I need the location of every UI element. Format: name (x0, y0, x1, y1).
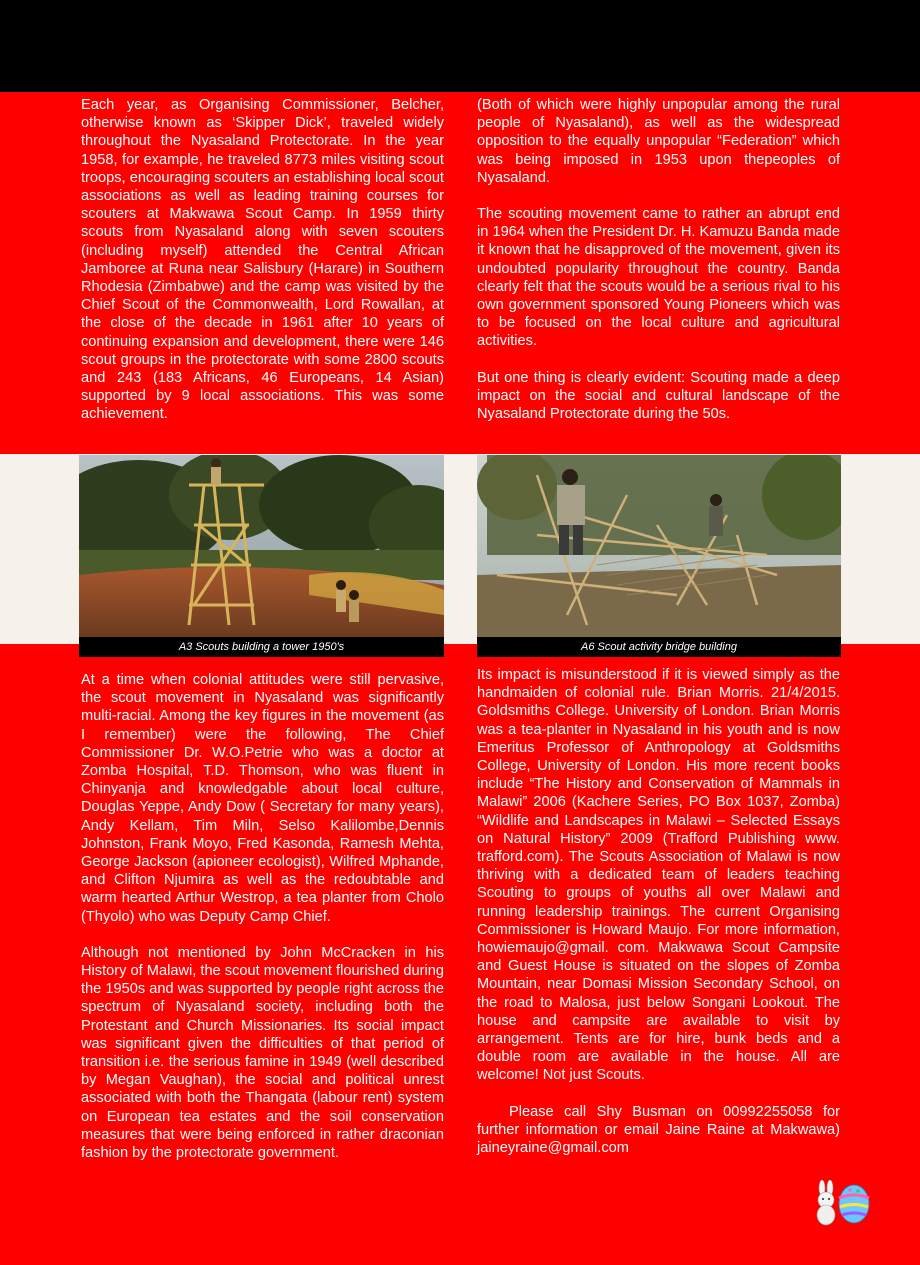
photo-bridge-building (477, 455, 841, 657)
photo-scouts-tower (79, 455, 444, 657)
easter-bunny-egg-icon (808, 1180, 872, 1226)
right-bottom-column (477, 666, 840, 1157)
paragraph: At a time when colonial attitudes were still pervasive, the scout movement in Nyasaland was significantly multi-racial. Among the key figures in the movement (as I remember) were the following, The Chief Commissioner Dr. W.O.Petrie who was a doctor at Zomba Hospital, T.D. Thomson, who was fluent in Chinyanja and knowledgable about local culture, Douglas Yeppe, Andy Dow ( Secretary for many years), Andy Kellam, Tim Miln, Selso Kalilombe,Dennis Johnston, Frank Moyo, Fred Kasonda, Ramesh Mehta, George Jackson (apioneer ecologist), Wilfred Mphande, and Clifton Njumira as well as the redoubtable and warm hearted Arthur Westrop, a tea planter from Cholo (Thyolo) who was Deputy Camp Chief. (81, 672, 444, 925)
tower-photo-image (79, 455, 444, 637)
paragraph: Each year, as Organising Commissioner, Belcher, otherwise known as ‘Skipper Dick’, traveled widely throughout the Nyasaland Protectorate. In the year 1958, for example, he traveled 8773 miles visiting scout troops, encouraging scouters an establishing local scout associations as well as leading training courses for scouters at Makwawa Scout Camp. In 1959 thirty scouts from Nyasaland along with seven scouters (including myself) attended the Central African Jamboree at Runa near Salisbury (Harare) in Southern Rhodesia (Zimbabwe) and the camp was visited by the Chief Scout of the Commonwealth, Lord Rowallan, at the close of the decade in 1961 after 10 years of continuing expansion and development, there were 146 scout groups in the protectorate with some 2800 scouts and 243 (183 Africans, 46 Europeans, 14 Asian) supported by 9 local associations. This was some achievement. (81, 97, 444, 423)
bridge-photo-image (477, 455, 841, 637)
right-top-column (477, 96, 840, 423)
paragraph: But one thing is clearly evident: Scouting made a deep impact on the social and cultural landscape of the Nyasaland Protectorate during the 50s. (477, 369, 840, 423)
paragraph: Although not mentioned by John McCracken in his History of Malawi, the scout movement flourished during the 1950s and was supported by people right across the spectrum of Nyasaland society, including both the Protestant and Church Missionaries. Its social impact was significant given the difficulties of that period of transition i.e. the serious famine in 1949 (well described by Megan Vaughan), the social and political unrest associated with both the Thangata (labour rent) system on European tea estates and the soil conservation measures that were being enforced in rather draconian fashion by the protectorate government. (81, 944, 444, 1162)
photo-caption: A3 Scouts building a tower 1950's (79, 637, 444, 657)
photo-caption: A6 Scout activity bridge building (477, 637, 841, 657)
paragraph: (Both of which were highly unpopular among the rural people of Nyasaland), as well as the widespread opposition to the equally unpopular “Federation” which was being imposed in 1953 upon thepeoples of Nyasaland. (477, 97, 840, 186)
left-bottom-column (81, 671, 444, 1162)
contact-paragraph: Please call Shy Busman on 00992255058 for further information or email Jaine Raine at Makwawa) jaineyraine@gmail.com (477, 1103, 840, 1157)
left-top-column (81, 96, 444, 424)
header-black-band (0, 0, 920, 92)
paragraph: Its impact is misunderstood if it is viewed simply as the handmaiden of colonial rule. Brian Morris. 21/4/2015. Goldsmiths College. University of London. Brian Morris was a tea-planter in Nyasaland in his youth and is now Emeritus Professor of Anthropology at Goldsmiths College, University of London. His more recent books include “The History and Conservation of Mammals in Malawi” 2006 (Kachere Series, PO Box 1037, Zomba) “Wildlife and Landscapes in Malawi – Selected Essays on Natural History” 2009 (Trafford Publishing www. trafford.com). The Scouts Association of Malawi is now thriving with a dedicated team of leaders teaching Scouting to groups of youths all over Malawi and running leadership trainings. The current Organising Commissioner is Howard Maujo. For more information, howiemaujo@gmail. com. Makwawa Scout Campsite and Guest House is situated on the slopes of Zomba Mountain, near Domasi Mission Secondary School, on the road to Malosa, just below Songani Lookout. The house and campsite are available to visit by arrangement. Tents are for hire, bunk beds and a double room are available in the house. All are welcome! Not just Scouts. (477, 667, 840, 1084)
paragraph: The scouting movement came to rather an abrupt end in 1964 when the President Dr. H. Kamuzu Banda made it known that he disapproved of the movement, given its undoubted popularity throughout the country. Banda clearly felt that the scouts would be a serious rival to his own government sponsored Young Pioneers which was to be focused on the local culture and agricultural activities. (477, 206, 840, 350)
